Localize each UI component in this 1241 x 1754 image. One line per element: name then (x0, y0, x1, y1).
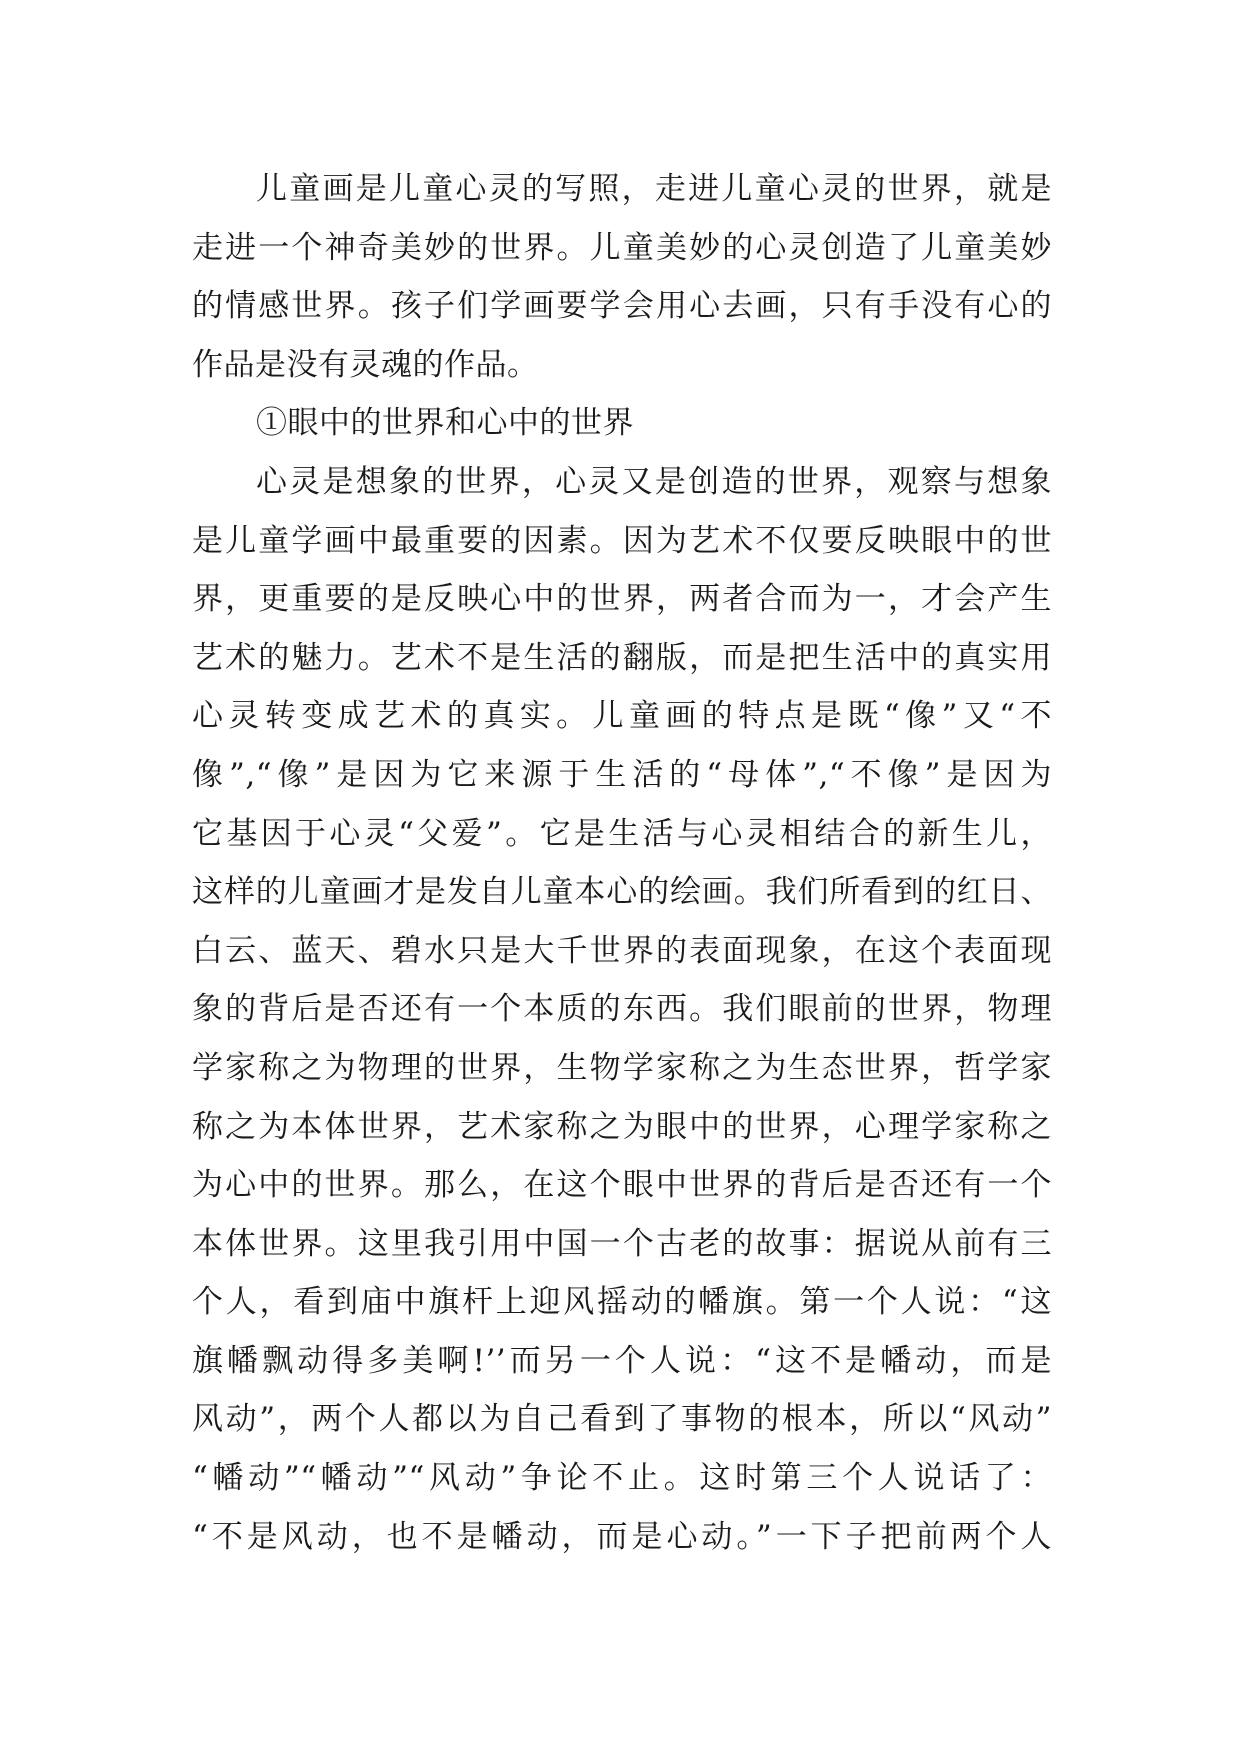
paragraph-line: 的情感世界。孩子们学画要学会用心去画，只有手没有心的 (192, 288, 1052, 325)
paragraph-line: 艺术的魅力。艺术不是生活的翻版，而是把生活中的真实用 (192, 639, 1052, 676)
paragraph-line: 是儿童学画中最重要的因素。因为艺术不仅要反映眼中的世 (192, 522, 1052, 559)
paragraph-line: 心灵转变成艺术的真实。儿童画的特点是既“像”又“不 (192, 698, 1052, 735)
paragraph-line: “幡动”“幡动”“风动”争论不止。这时第三个人说话了： (192, 1460, 1052, 1497)
paragraph-line: 走进一个神奇美妙的世界。儿童美妙的心灵创造了儿童美妙 (192, 229, 1052, 266)
paragraph-line: 它基因于心灵“父爱”。它是生活与心灵相结合的新生儿， (192, 815, 1052, 852)
paragraph-line: 个人，看到庙中旗杆上迎风摇动的幡旗。第一个人说：“这 (192, 1284, 1052, 1321)
paragraph-line: 心灵是想象的世界，心灵又是创造的世界，观察与想象 (256, 463, 1052, 500)
paragraph-line: 为心中的世界。那么，在这个眼中世界的背后是否还有一个 (192, 1167, 1052, 1204)
paragraph-line: 这样的儿童画才是发自儿童本心的绘画。我们所看到的红日、 (192, 874, 1052, 911)
paragraph-line: 像”,“像”是因为它来源于生活的“母体”,“不像”是因为 (192, 756, 1052, 793)
paragraph-line: 界，更重要的是反映心中的世界，两者合而为一，才会产生 (192, 581, 1052, 618)
paragraph-line: “不是风动，也不是幡动，而是心动。”一下子把前两个人 (192, 1518, 1052, 1555)
paragraph-line: 白云、蓝天、碧水只是大千世界的表面现象，在这个表面现 (192, 932, 1052, 969)
paragraph-line: 风动”，两个人都以为自己看到了事物的根本，所以“风动” (192, 1401, 1052, 1438)
body-text (192, 160, 1052, 1566)
paragraph-line: 作品是没有灵魂的作品。 (192, 346, 539, 383)
paragraph-line: 象的背后是否还有一个本质的东西。我们眼前的世界，物理 (192, 991, 1052, 1028)
paragraph-line: 称之为本体世界，艺术家称之为眼中的世界，心理学家称之 (192, 1108, 1052, 1145)
paragraph-line: 旗幡飘动得多美啊!’’而另一个人说：“这不是幡动，而是 (192, 1342, 1052, 1379)
paragraph-line: 本体世界。这里我引用中国一个古老的故事：据说从前有三 (192, 1225, 1052, 1262)
paragraph-line: 儿童画是儿童心灵的写照，走进儿童心灵的世界，就是 (256, 171, 1052, 207)
paragraph-line: 学家称之为物理的世界，生物学家称之为生态世界，哲学家 (192, 1049, 1052, 1086)
section-heading: ①眼中的世界和心中的世界 (256, 405, 634, 442)
